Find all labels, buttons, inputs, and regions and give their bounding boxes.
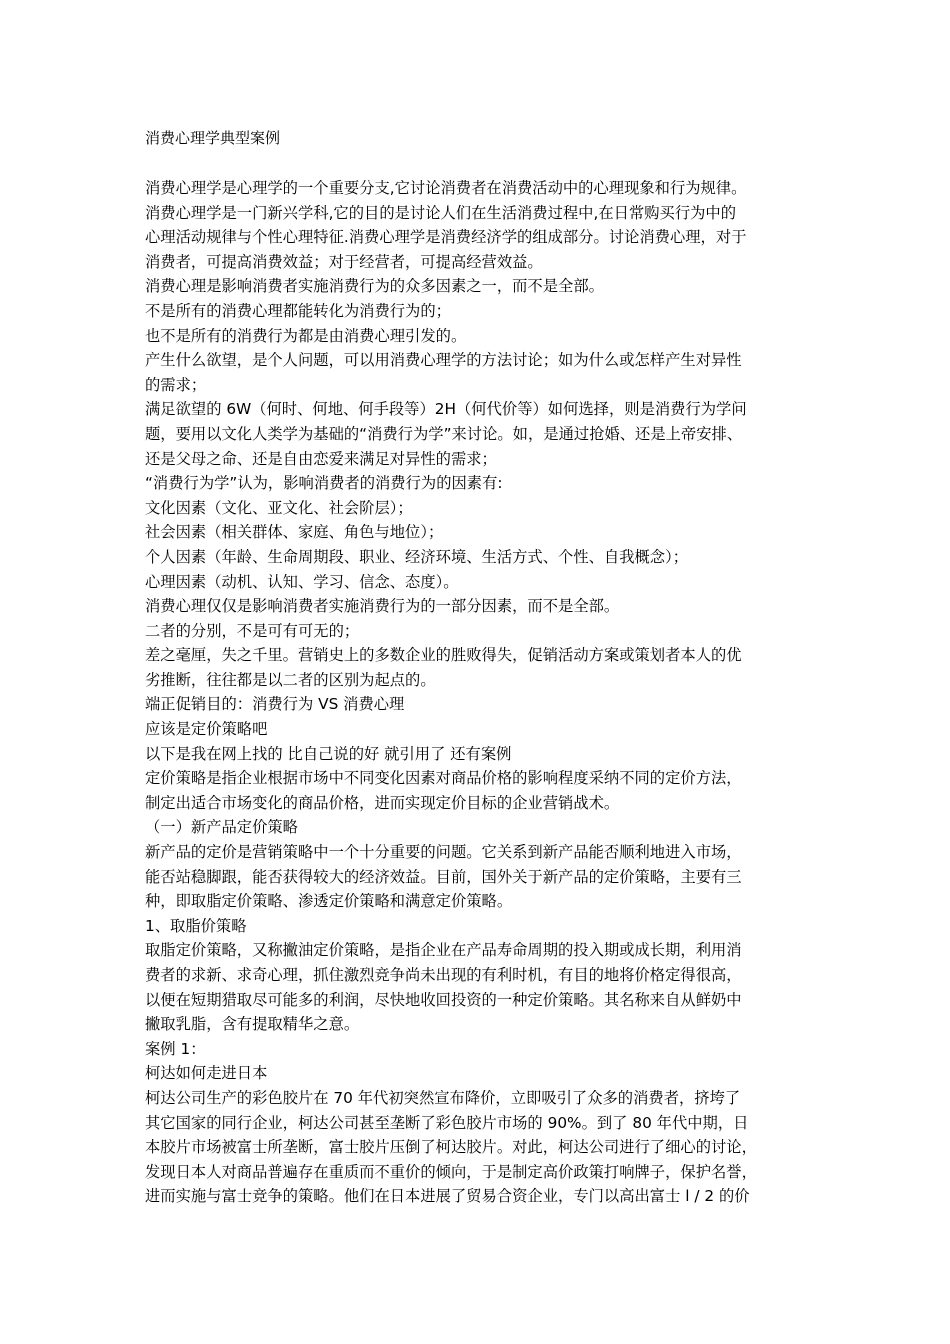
document-title: 消费心理学典型案例 (145, 129, 281, 147)
text-line: 消费心理仅仅是影响消费者实施消费行为的一部分因素，而不是全部。 (145, 597, 620, 616)
text-line: 制定出适合市场变化的商品价格，进而实现定价目标的企业营销战术。 (145, 793, 620, 812)
text-line: 新产品的定价是营销策略中一个十分重要的问题。它关系到新产品能否顺利地进入市场， (145, 843, 742, 862)
text-line: 消费心理学是一门新兴学科,它的目的是讨论人们在生活消费过程中,在日常购买行为中的 (145, 203, 737, 222)
text-line: 题，要用以文化人类学为基础的“消费行为学”来讨论。如，是通过抢婚、还是上帝安排、 (145, 424, 743, 443)
text-line: 以便在短期猎取尽可能多的利润，尽快地收回投资的一种定价策略。其名称来自从鲜奶中 (145, 990, 742, 1009)
text-line: 案例 1： (145, 1039, 206, 1058)
text-line: 满足欲望的 6W（何时、何地、何手段等）2H（何代价等）如何选择，则是消费行为学问 (145, 400, 747, 419)
document-body (145, 176, 815, 1209)
text-line: 柯达公司生产的彩色胶片在 70 年代初突然宣布降价，立即吸引了众多的消费者，挤垮了 (145, 1088, 741, 1107)
text-line: 也不是所有的消费行为都是由消费心理引发的。 (145, 326, 467, 345)
text-line: 不是所有的消费心理都能转化为消费行为的； (145, 301, 451, 320)
text-line: 的需求； (145, 375, 207, 394)
text-line: 端正促销目的：消费行为 VS 消费心理 (145, 695, 405, 714)
text-line: 取脂定价策略，又称撇油定价策略，是指企业在产品寿命周期的投入期或成长期，利用消 (145, 941, 742, 960)
text-line: 社会因素（相关群体、家庭、角色与地位）； (145, 523, 444, 542)
text-line: 能否站稳脚跟，能否获得较大的经济效益。目前，国外关于新产品的定价策略，主要有三 (145, 867, 742, 886)
text-line: 费者的求新、求奇心理，抓住激烈竞争尚未出现的有利时机，有目的地将价格定得很高， (145, 966, 742, 984)
text-line: 柯达如何走进日本 (145, 1064, 268, 1083)
text-line: 消费心理是影响消费者实施消费行为的众多因素之一，而不是全部。 (145, 277, 604, 296)
text-line: 产生什么欲望，是个人问题，可以用消费心理学的方法讨论；如为什么或怎样产生对异性 (145, 351, 742, 370)
text-line: 二者的分别，不是可有可无的； (145, 621, 360, 640)
text-line: 文化因素（文化、亚文化、社会阶层）； (145, 498, 413, 517)
text-line: 差之毫厘，失之千里。营销史上的多数企业的胜败得失，促销活动方案或策划者本人的优 (145, 646, 742, 665)
text-line: 本胶片市场被富士所垄断，富士胶片压倒了柯达胶片。对此，柯达公司进行了细心的讨论， (145, 1138, 757, 1157)
text-line: 心理活动规律与个性心理特征.消费心理学是消费经济学的组成部分。讨论消费心理，对于 (145, 228, 747, 247)
text-line: 撇取乳脂，含有提取精华之意。 (145, 1015, 360, 1034)
text-line: 1、取脂价策略 (145, 916, 247, 935)
text-line: 消费心理学是心理学的一个重要分支,它讨论消费者在消费活动中的心理现象和行为规律。 (145, 179, 747, 197)
text-line: 种，即取脂定价策略、渗透定价策略和满意定价策略。 (145, 892, 513, 911)
text-line: 进而实施与富士竞争的策略。他们在日本进展了贸易合资企业，专门以高出富士 l / 2 的价 (145, 1187, 750, 1206)
text-line: 定价策略是指企业根据市场中不同变化因素对商品价格的影响程度采纳不同的定价方法， (145, 769, 742, 788)
text-line: 还是父母之命、还是自由恋爱来满足对异性的需求； (145, 449, 497, 468)
text-line: 劣推断，往往都是以二者的区别为起点的。 (145, 670, 436, 689)
text-line: 个人因素（年龄、生命周期段、职业、经济环境、生活方式、个性、自我概念）； (145, 547, 689, 566)
text-line: （一）新产品定价策略 (145, 818, 298, 837)
text-line: 消费者，可提高消费效益；对于经营者，可提高经营效益。 (145, 252, 543, 271)
text-line: 应该是定价策略吧 (145, 720, 268, 739)
text-line: 以下是我在网上找的 比自己说的好 就引用了 还有案例 (145, 744, 512, 763)
text-line: 心理因素（动机、认知、学习、信念、态度）。 (145, 572, 459, 591)
text-line: 发现日本人对商品普遍存在重质而不重价的倾向，于是制定高价政策打响牌子，保护名誉， (145, 1162, 757, 1181)
text-line: 其它国家的同行企业，柯达公司甚至垄断了彩色胶片市场的 90%。到了 80 年代中期，日 (145, 1113, 749, 1132)
text-line: “消费行为学”认为，影响消费者的消费行为的因素有: (145, 474, 503, 493)
